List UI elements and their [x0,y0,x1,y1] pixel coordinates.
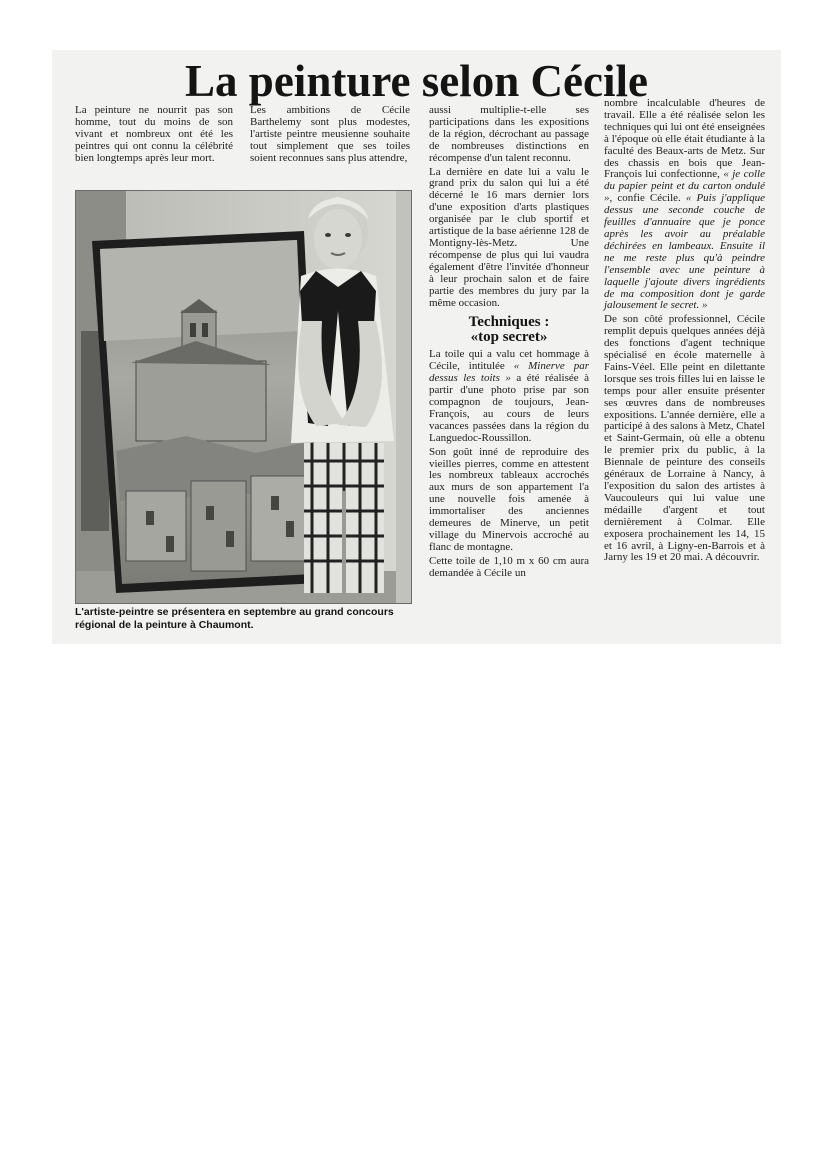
paragraph: aussi multiplie-t-elle ses participations dans les expositions de la région, décrochant au passage de nombreuses distinctions en récompense d'un talent reconnu. [429,104,589,164]
subheading [429,315,589,345]
paragraph: De son côté professionnel, Cécile remplit depuis quelques années déjà des fonctions d'agent technique spécialisé en école maternelle à Fains-Véel. Elle peint en dilettante lorsque ses trois filles lui en laisse le temps pour aller ensuite présenter ses œuvres dans de nombreuses expositions. L'année dernière, elle a participé à des salons à Metz, Chatel et Saint-Germain, où elle a obtenu le premier prix du public, à la Biennale de peinture des conseils généraux de Lorraine à Nancy, à l'exposition du salon des artistes à Vaucouleurs qui lui value une médaille d'argent et tout dernièrement à Colmar. Elle exposera prochainement les 14, 15 et 16 avril, à Ligny-en-Barrois et à Jarny les 19 et 20 mai. A découvrir. [604,313,765,564]
painting-title: « Minerve par dessus les toits » [429,360,589,385]
paragraph: Cette toile de 1,10 m x 60 cm aura demandée à Cécile un [429,554,589,579]
photo-caption: L'artiste-peintre se présentera en septembre au grand concours régional de la peinture à Chaumont. [75,606,394,631]
article-column-4 [604,98,765,564]
newspaper-clipping [52,50,781,644]
article-headline: La peinture selon Cécile [185,56,648,106]
article-column-1 [75,105,233,165]
quote: « je colle du papier peint et du carton ondulé » [604,168,765,205]
artist-with-painting-image [76,191,411,603]
quote: « Puis j'applique dessus une seconde couche de feuilles d'annuaire que je ponce après les avoir au préalable déchirées en lambeaux. Ensuite il ne me reste plus qu'à peindre l'ensemble avec une peinture à laquelle j'ajoute divers ingrédients de ma composition dont je garde jalousement le secret. » [604,192,765,312]
article-column-2 [250,105,410,165]
paragraph-text: a été réalisée à partir d'une photo prise par son compagnon de toujours, Jean-François, au cours de leurs vacances passées dans la région du Languedoc-Roussillon. [429,372,590,444]
paragraph [604,98,765,312]
paragraph-text: nombre incalculable d'heures de travail. Elle a été réalisée selon les techniques qui lui ont été enseignées à l'époque où elle était étudiante à la faculté des Beaux-arts de Metz. Sur des chassis en bois que Jean-François lui confectionne, [604,97,765,181]
subheading-line-2: «top secret» [470,329,548,346]
paragraph: Les ambitions de Cécile Barthelemy sont plus modestes, l'artiste peintre meusienne souhaite tout simplement que ses toiles soient reconnues sans plus attendre, [250,104,410,164]
paragraph-text: , confie Cécile. [609,192,681,205]
article-column-3 [429,105,589,580]
paragraph: La peinture ne nourrit pas son homme, tout du moins de son vivant et nombreux ont été les peintres qui ont connu la célébrité bien longtemps après leur mort. [75,104,233,164]
artist-photo [75,190,412,604]
paragraph: Son goût inné de reproduire des vieilles pierres, comme en attestent les nombreux tableaux accrochés aux murs de son appartement l'a une nouvelle fois amenée à immortaliser des anciennes demeures de Minerve, un petit village du Minervois accroché au flanc de montagne. [429,445,589,553]
paragraph [429,349,589,444]
paragraph-text: La toile qui a valu cet hommage à Cécile, intitulée [429,348,589,373]
subheading-line-1: Techniques : [468,314,550,331]
paragraph: La dernière en date lui a valu le grand prix du salon qui lui a été décerné le 16 mars dernier lors d'une exposition d'arts plastiques organisée par le club sportif et artistique de la base aérienne 128 de Montigny-lès-Metz. Une récompense de plus qui lui vaudra également d'être l'invitée d'honneur à leur prochain salon et de faire partie des membres du jury par la même occasion. [429,165,589,309]
